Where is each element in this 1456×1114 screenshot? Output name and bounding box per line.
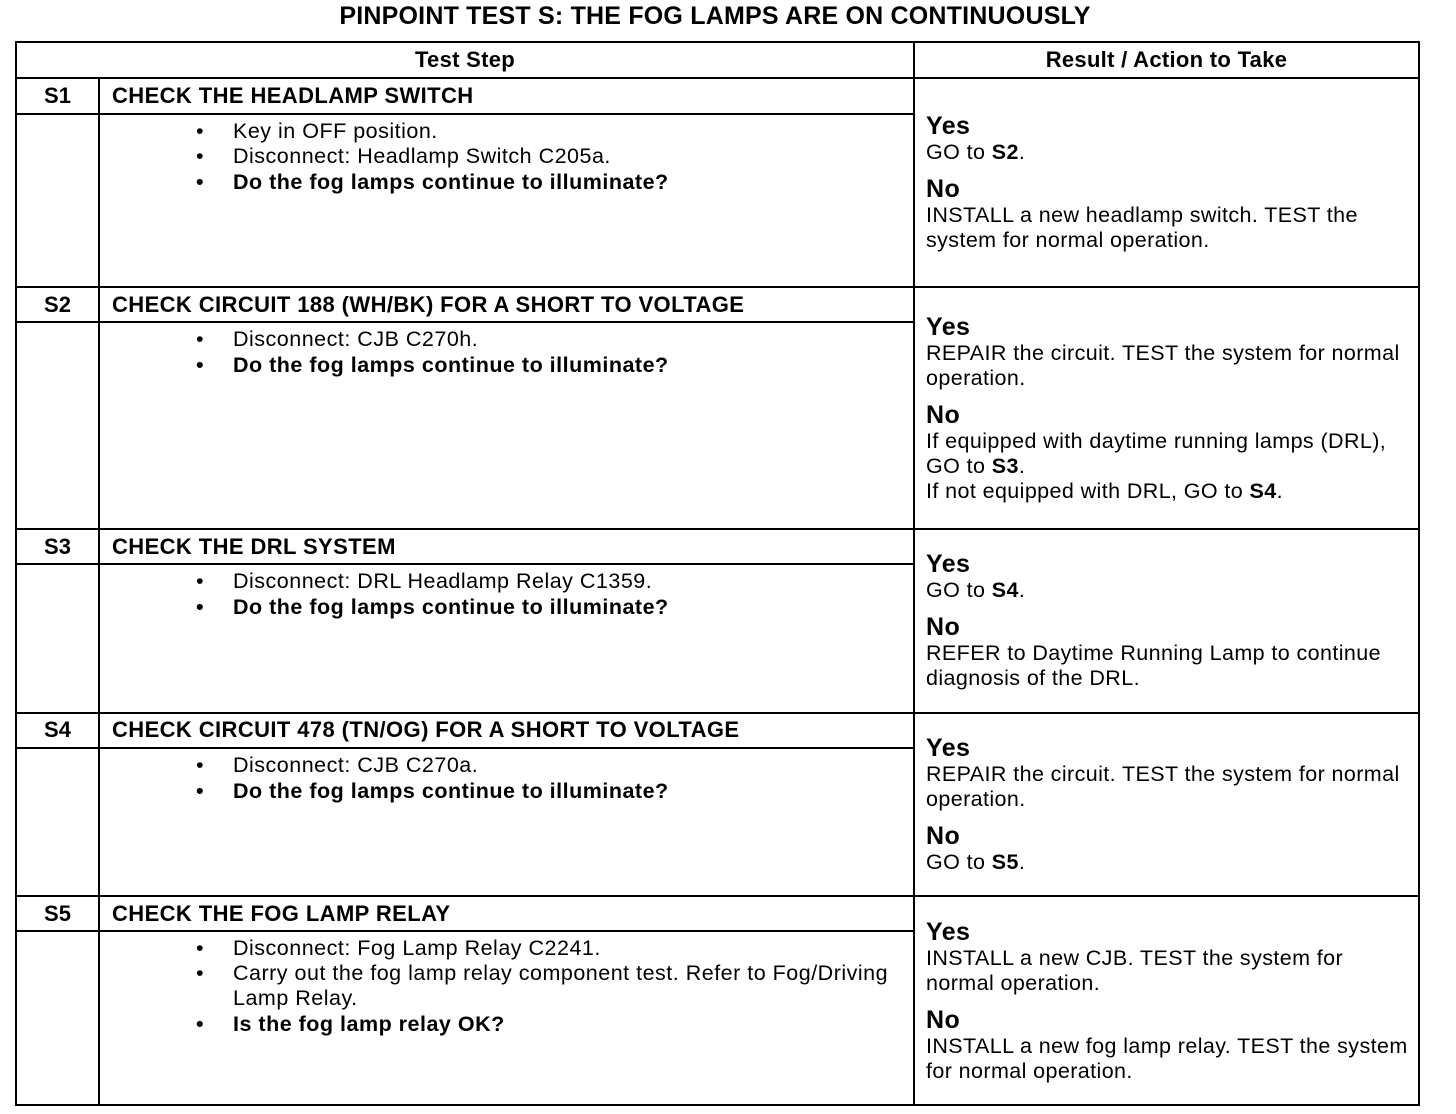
yes-label: Yes [926, 550, 971, 579]
no-action: GO to S5. [926, 849, 1026, 874]
result-cell [914, 287, 1419, 529]
result-cell [914, 713, 1419, 897]
no-label: No [926, 613, 961, 642]
step-title-row [16, 78, 1419, 113]
no-label: No [926, 1005, 961, 1034]
step-title: CHECK CIRCUIT 188 (WH/BK) FOR A SHORT TO VOLTAGE [99, 287, 914, 322]
column-header-result: Result / Action to Take [914, 42, 1419, 78]
step-title-row [16, 529, 1419, 564]
no-action: If not equipped with DRL, GO to S4. [926, 478, 1284, 503]
step-title: CHECK CIRCUIT 478 (TN/OG) FOR A SHORT TO VOLTAGE [99, 713, 914, 748]
step-actions [99, 564, 914, 712]
step-actions [99, 748, 914, 896]
step-question: • Do the fog lamps continue to illuminate? [196, 353, 669, 378]
result-cell [914, 78, 1419, 287]
step-question: • Do the fog lamps continue to illuminate? [196, 778, 669, 803]
step-actions [99, 931, 914, 1105]
step-title-row [16, 287, 1419, 322]
no-action: REFER to Daytime Running Lamp to continue diagnosis of the DRL. [926, 641, 1381, 691]
no-action: INSTALL a new headlamp switch. TEST the system for normal operation. [926, 203, 1358, 253]
step-title-row [16, 896, 1419, 931]
list-item: • Carry out the fog lamp relay component test. Refer to Fog/Driving Lamp Relay. [196, 961, 889, 1011]
yes-label: Yes [926, 112, 971, 141]
pinpoint-test-table [15, 41, 1420, 1106]
no-label: No [926, 821, 961, 850]
yes-label: Yes [926, 733, 971, 762]
no-label: No [926, 175, 961, 204]
step-reference: S4 [1249, 478, 1277, 503]
list-item: • Key in OFF position. [196, 118, 438, 143]
column-header-test-step: Test Step [16, 42, 914, 78]
list-item: • Disconnect: Fog Lamp Relay C2241. [196, 936, 601, 961]
step-title: CHECK THE FOG LAMP RELAY [99, 896, 914, 931]
step-actions [99, 322, 914, 529]
step-question: • Do the fog lamps continue to illuminate? [196, 169, 669, 194]
no-action: If equipped with daytime running lamps (DRL), GO to S3. [926, 428, 1387, 478]
list-item: • Disconnect: Headlamp Switch C205a. [196, 143, 611, 168]
step-id: S5 [16, 896, 99, 931]
no-label: No [926, 400, 961, 429]
step-actions [99, 114, 914, 287]
step-id: S1 [16, 78, 99, 113]
step-reference: S5 [991, 849, 1019, 874]
no-action: INSTALL a new fog lamp relay. TEST the system for normal operation. [926, 1033, 1408, 1083]
step-id: S3 [16, 529, 99, 564]
step-id: S2 [16, 287, 99, 322]
list-item: • Disconnect: CJB C270a. [196, 752, 479, 777]
step-id: S4 [16, 713, 99, 748]
list-item: • Disconnect: CJB C270h. [196, 327, 479, 352]
yes-action: GO to S2. [926, 140, 1026, 165]
page-title: PINPOINT TEST S: THE FOG LAMPS ARE ON CONTINUOUSLY [339, 2, 1091, 30]
step-question: • Is the fog lamp relay OK? [196, 1012, 505, 1037]
yes-action: INSTALL a new CJB. TEST the system for normal operation. [926, 945, 1344, 995]
list-item: • Disconnect: DRL Headlamp Relay C1359. [196, 569, 653, 594]
yes-label: Yes [926, 312, 971, 341]
table-header-row [16, 42, 1419, 78]
step-title: CHECK THE HEADLAMP SWITCH [99, 78, 914, 113]
step-question: • Do the fog lamps continue to illuminate? [196, 595, 669, 620]
step-title: CHECK THE DRL SYSTEM [99, 529, 914, 564]
step-reference: S2 [991, 140, 1019, 165]
result-cell [914, 529, 1419, 713]
yes-label: Yes [926, 917, 971, 946]
yes-action: REPAIR the circuit. TEST the system for normal operation. [926, 340, 1400, 390]
step-reference: S3 [991, 453, 1019, 478]
step-reference: S4 [991, 578, 1019, 603]
yes-action: GO to S4. [926, 578, 1026, 603]
yes-action: REPAIR the circuit. TEST the system for normal operation. [926, 761, 1400, 811]
step-title-row [16, 713, 1419, 748]
result-cell [914, 896, 1419, 1105]
